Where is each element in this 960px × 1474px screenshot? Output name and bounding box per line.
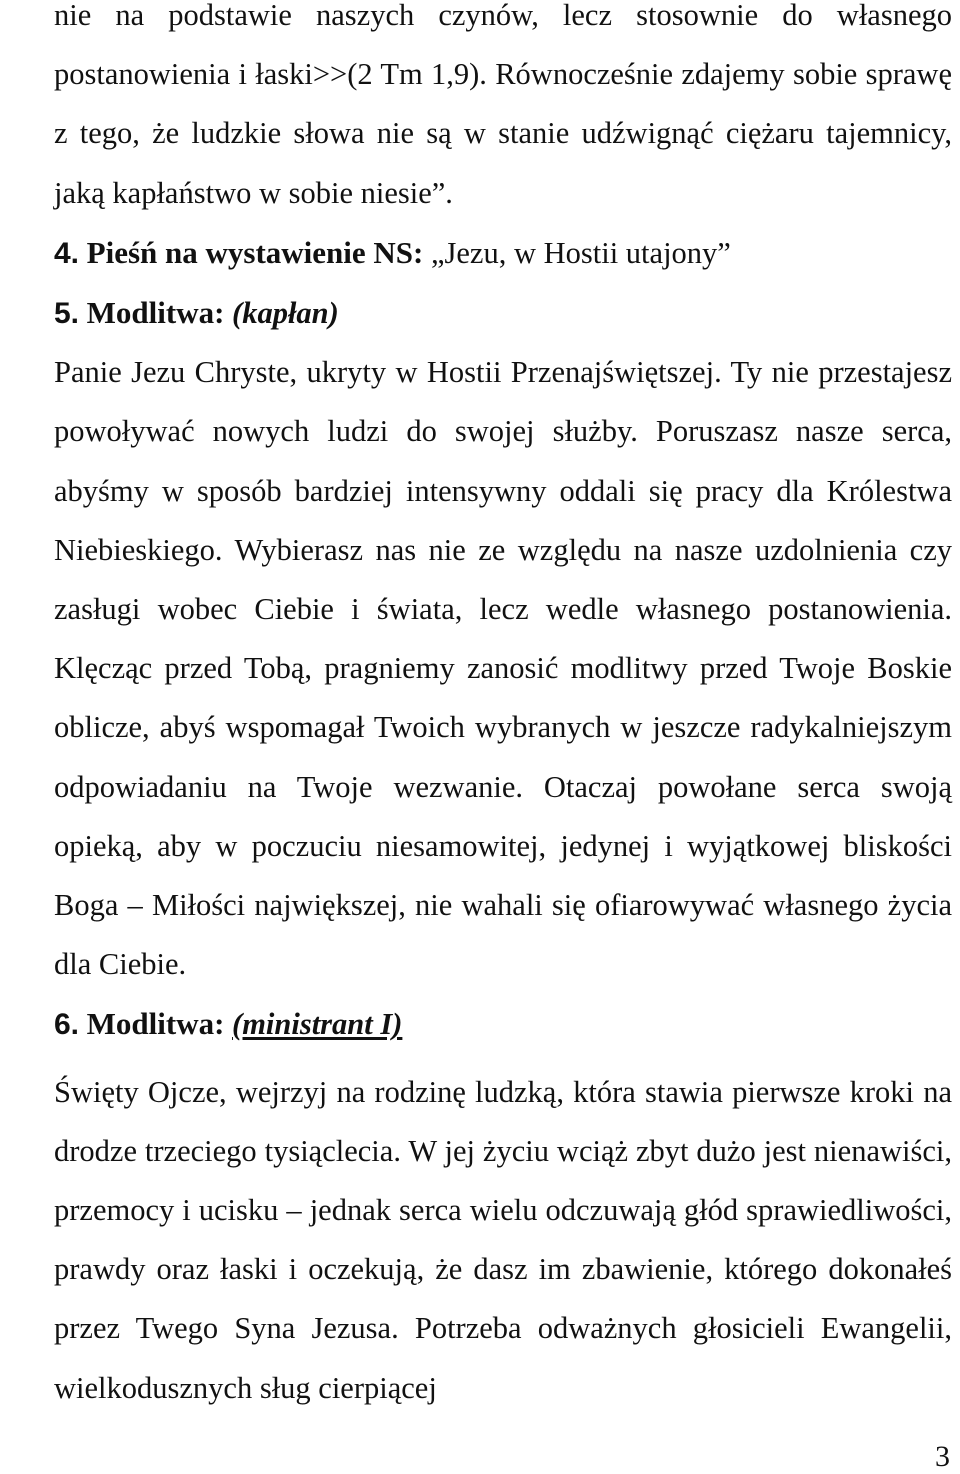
page-number: 3 [935,1440,950,1473]
section-6-note: (ministrant I) [232,1007,403,1042]
document-page [54,0,952,1418]
section-6-number: 6. [54,1008,80,1042]
section-4-heading [54,223,952,283]
section-6-prayer: Święty Ojcze, wejrzyj na rodzinę ludzką, która stawia pierwsze kroki na drodze trzeciego tysiąclecia. W jej życiu wciąż zbyt dużo jest nienawiści, przemocy i ucisku – jednak serca wielu odczuwają głód sprawiedliwości, prawdy oraz łaski i oczekują, że dasz im zbawienie, którego dokonałeś przez Twego Syna Jezusa. Potrzeba odważnych głosicieli Ewangelii, wielkodusznych sług cierpiącej [54,1074,952,1405]
section-5-note: (kapłan) [232,296,339,331]
section-6-title: Modlitwa: [86,1006,225,1042]
section-4-song: „Jezu, w Hostii utajony” [430,235,731,270]
section-5-title: Modlitwa: [86,295,225,331]
section-4-title: Pieśń na wystawienie NS: [86,234,424,270]
section-5-number: 5. [54,297,80,331]
section-6-heading [54,994,952,1054]
section-5-heading [54,283,952,343]
section-4-number: 4. [54,236,80,270]
intro-paragraph: nie na podstawie naszych czynów, lecz stosownie do własnego postanowienia i łaski>>(2 Tm 1,9). Równocześnie zdajemy sobie sprawę z tego, że ludzkie słowa nie są w stanie udźwignąć ciężaru tajemnicy, jaką kapłaństwo w sobie niesie”. [54,0,952,210]
section-5-prayer: Panie Jezu Chryste, ukryty w Hostii Przenajświętszej. Ty nie przestajesz powoływać nowych ludzi do swojej służby. Poruszasz nasze serca, abyśmy w sposób bardziej intensywny oddali się pracy dla Królestwa Niebieskiego. Wybierasz nas nie ze względu na nasze uzdolnienia czy zasługi wobec Ciebie i świata, lecz wedle własnego postanowienia. Klęcząc przed Tobą, pragniemy zanosić modlitwy przed Twoje Boskie oblicze, abyś wspomagał Twoich wybranych w jeszcze radykalniejszym odpowiadaniu na Twoje wezwanie. Otaczaj powołane serca swoją opieką, aby w poczuciu niesamowitej, jedynej i wyjątkowej bliskości Boga – Miłości największej, nie wahali się ofiarowywać własnego życia dla Ciebie. [54,355,952,982]
